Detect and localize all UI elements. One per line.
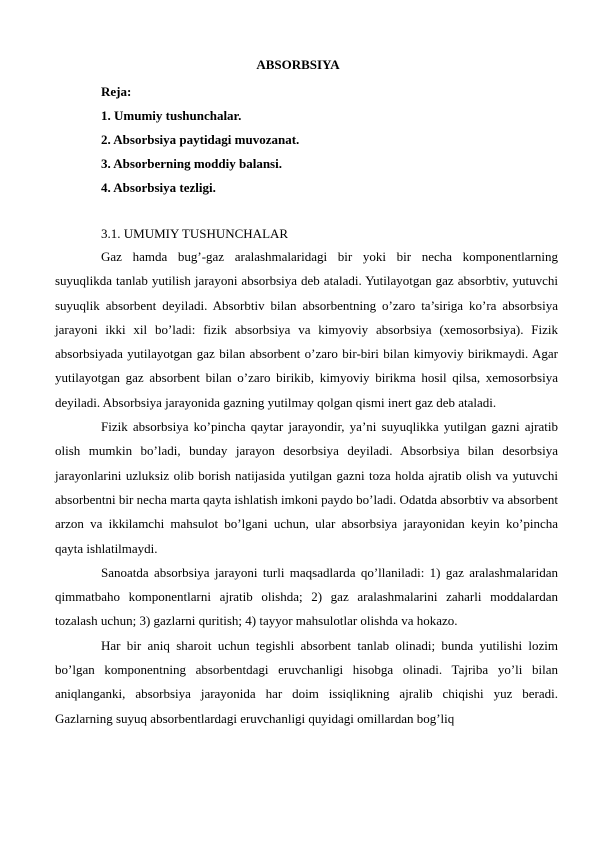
paragraph: Sanoatda absorbsiya jarayoni turli maqsadlarda qo’llaniladi: 1) gaz aralashmalaridan qimmatbaho komponentlarni ajratib olishda; 2) gaz aralashmalarini zaharli moddalardan tozalash uchun; 3) gazlarni quritish; 4) tayyor mahsulotlar olishda va hokazo. [55,564,558,629]
paragraph: Gaz hamda bug’-gaz aralashmalaridagi bir yoki bir necha komponentlarning suyuqlikda tanlab yutilish jarayoni absorbsiya deb ataladi. Yutilayotgan gaz absorbtiv, yutuvchi suyuqlik absorbent deyiladi. Absorbtiv bilan absorbentning o’zaro ta’siriga ko’ra absorbsiya jarayoni ikki xil bo’ladi: fizik absorbsiya va kimyoviy absorbsiya (xemosorbsiya). Fizik absorbsiyada yutilayotgan gaz bilan absorbent o’zaro bir-biri bilan kimyoviy birikmaydi. Agar yutilayotgan gaz absorbent bilan o’zaro birikib, kimyoviy birikma hosil qilsa, xemosorbsiya deyiladi. Absorbsiya jarayonida gazning yutilmay qolgan qismi inert gaz deb ataladi. [55,249,558,410]
plan-item: 3. Absorberning moddiy balansi. [101,156,282,171]
plan-heading: Reja: [101,84,132,99]
document-title: ABSORBSIYA [256,57,340,72]
body-text [55,245,558,731]
plan-item: 4. Absorbsiya tezligi. [101,180,216,195]
plan-item: 2. Absorbsiya paytidagi muvozanat. [101,132,300,147]
section-heading: 3.1. UMUMIY TUSHUNCHALAR [101,226,289,241]
plan-item: 1. Umumiy tushunchalar. [101,108,242,123]
plan-list [101,80,299,200]
paragraph: Fizik absorbsiya ko’pincha qaytar jarayondir, ya’ni suyuqlikka yutilgan gazni ajratib olish mumkin bo’ladi, bunday jarayon desorbsiya deyiladi. Absorbsiya bilan desorbsiya jarayonlarini uzluksiz olib borish natijasida yutilgan gazni toza holda ajratib olish va yutuvchi absorbentni bir necha marta qayta ishlatish imkoni paydo bo’ladi. Odatda absorbtiv va absorbent arzon va ikkilamchi mahsulot bo’lgani uchun, ular absorbsiya jarayonidan keyin ko’pincha qayta ishlatilmaydi. [55,419,558,556]
paragraph: Har bir aniq sharoit uchun tegishli absorbent tanlab olinadi; bunda yutilishi lozim bo’lgan komponentning absorbentdagi eruvchanligi hisobga olinadi. Tajriba yo’li bilan aniqlanganki, absorbsiya jarayonida har doim issiqlikning ajralib chiqishi yuz beradi. Gazlarning suyuq absorbentlardagi eruvchanligi quyidagi omillardan bog’liq [55,637,558,726]
